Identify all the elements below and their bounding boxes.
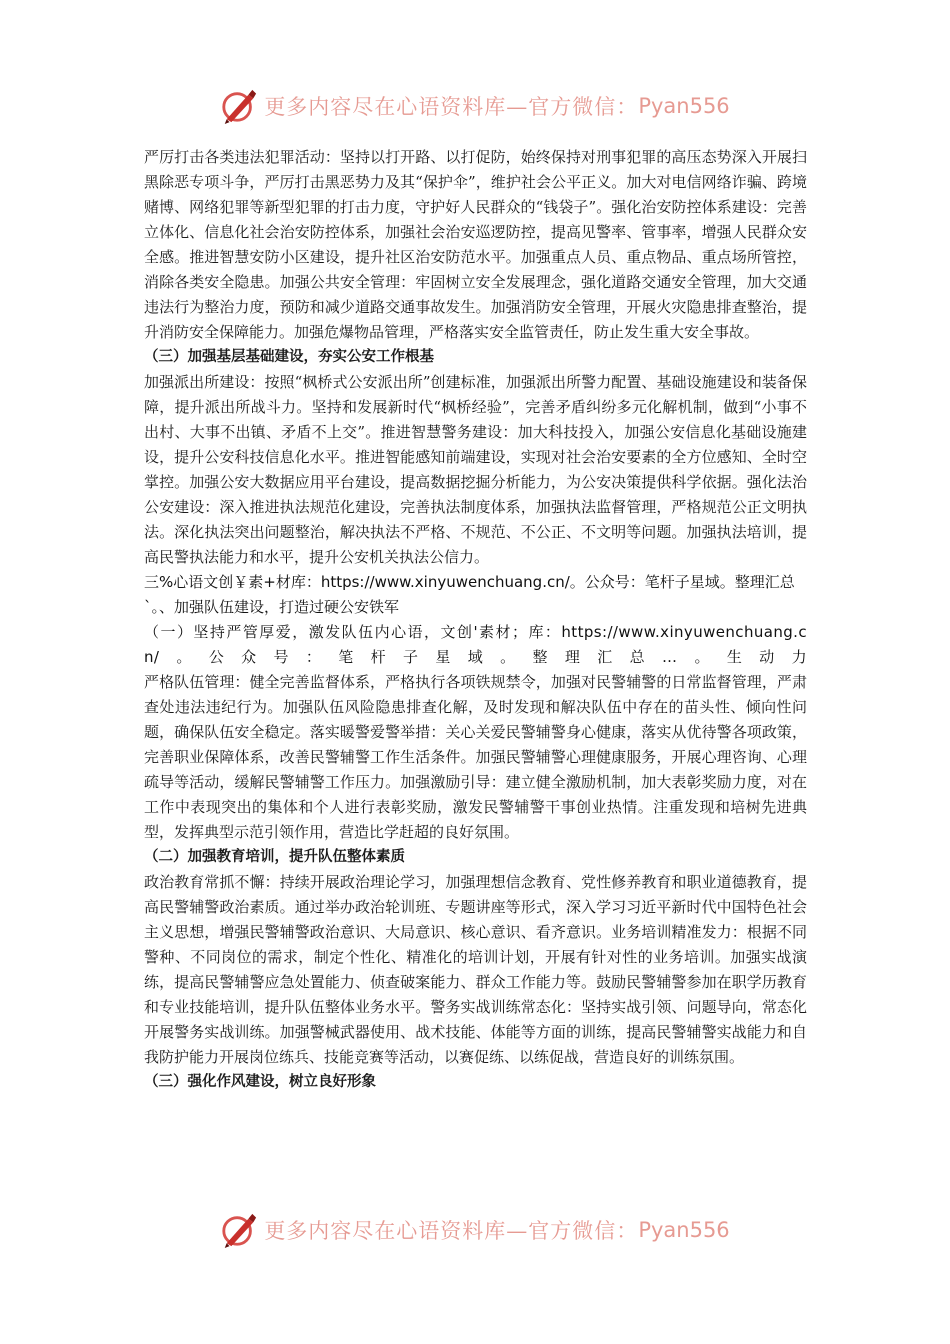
- banner-wechat-id: Pyan556: [638, 94, 730, 118]
- banner-text: 更多内容尽在心语资料库—官方微信：: [264, 95, 639, 119]
- paragraph: 严格队伍管理：健全完善监督体系，严格执行各项铁规禁令，加强对民警辅警的日常监督管理，严肃查处违法违纪行为。加强队伍风险隐患排查化解，及时发现和解决队伍中存在的苗头性、倾向性问题，确保队伍安全稳定。落实暖警爱警举措：关心关爱民警辅警身心健康，落实从优待警各项政策，完善职业保障体系，改善民警辅警工作生活条件。加强民警辅警心理健康服务，开展心理咨询、心理疏导等活动，缓解民警辅警工作压力。加强激励引导：建立健全激励机制，加大表彰奖励力度，对在工作中表现突出的集体和个人进行表彰奖励，激发民警辅警干事创业热情。注重发现和培树先进典型，发挥典型示范引领作用，营造比学赶超的良好氛围。: [144, 673, 807, 841]
- footer-banner: [0, 1208, 950, 1252]
- pen-logo-icon: [220, 87, 258, 125]
- pen-logo-icon: [220, 1211, 258, 1249]
- section-heading: （三）强化作风建设，树立良好形象: [144, 1074, 376, 1090]
- banner-text: 更多内容尽在心语资料库—官方微信：: [264, 1219, 639, 1243]
- banner-wechat-id: Pyan556: [638, 1218, 730, 1242]
- section-heading: （二）加强教育培训，提升队伍整体素质: [144, 849, 405, 865]
- watermark-subheading-line: （一）坚持严管厚爱，激发队伍内心语，文创'素材；库：https://www.xinyuwenchuang.cn/。公众号：笔杆子星域。整理汇总…。生动力: [144, 623, 807, 666]
- section-heading: （三）加强基层基础建设，夯实公安工作根基: [144, 349, 434, 365]
- paragraph: 加强派出所建设：按照“枫桥式公安派出所”创建标准，加强派出所警力配置、基础设施建设和装备保障，提升派出所战斗力。坚持和发展新时代“枫桥经验”，完善矛盾纠纷多元化解机制，做到“小事不出村、大事不出镇、矛盾不上交”。推进智慧警务建设：加大科技投入，加强公安信息化基础设施建设，提升公安科技信息化水平。推进智能感知前端建设，实现对社会治安要素的全方位感知、全时空掌控。加强公安大数据应用平台建设，提高数据挖掘分析能力，为公安决策提供科学依据。强化法治公安建设：深入推进执法规范化建设，完善执法制度体系，加强执法监督管理，严格规范公正文明执法。深化执法突出问题整治，解决执法不严格、不规范、不公正、不文明等问题。加强执法培训，提高民警执法能力和水平，提升公安机关执法公信力。: [144, 373, 807, 566]
- document-body: [144, 145, 807, 1095]
- paragraph: 严厉打击各类违法犯罪活动：坚持以打开路、以打促防，始终保持对刑事犯罪的高压态势深入开展扫黑除恶专项斗争，严厉打击黑恶势力及其“保护伞”，维护社会公平正义。加大对电信网络诈骗、跨境赌博、网络犯罪等新型犯罪的打击力度，守护好人民群众的“钱袋子”。强化治安防控体系建设：完善立体化、信息化社会治安防控体系，加强社会治安巡逻防控，提高见警率、管事率，增强人民群众安全感。推进智慧安防小区建设，提升社区治安防范水平。加强重点人员、重点物品、重点场所管控，消除各类安全隐患。加强公共安全管理：牢固树立安全发展理念，强化道路交通安全管理，加大交通违法行为整治力度，预防和减少道路交通事故发生。加强消防安全管理，开展火灾隐患排查整治，提升消防安全保障能力。加强危爆物品管理，严格落实安全监管责任，防止发生重大安全事故。: [144, 148, 807, 341]
- header-banner: [0, 84, 950, 128]
- paragraph: 政治教育常抓不懈：持续开展政治理论学习，加强理想信念教育、党性修养教育和职业道德教育，提高民警辅警政治素质。通过举办政治轮训班、专题讲座等形式，深入学习习近平新时代中国特色社会主义思想，增强民警辅警政治意识、大局意识、核心意识、看齐意识。业务培训精准发力：根据不同警种、不同岗位的需求，制定个性化、精准化的培训计划，开展有针对性的业务培训。加强实战演练，提高民警辅警应急处置能力、侦查破案能力、群众工作能力等。鼓励民警辅警参加在职学历教育和专业技能培训，提升队伍整体业务水平。警务实战训练常态化：坚持实战引领、问题导向，常态化开展警务实战训练。加强警械武器使用、战术技能、体能等方面的训练，提高民警辅警实战能力和自我防护能力开展岗位练兵、技能竞赛等活动，以赛促练、以练促战，营造良好的训练氛围。: [144, 873, 807, 1066]
- watermark-heading-line: 三%心语文创￥素+材库：https://www.xinyuwenchuang.cn/。公众号：笔杆子星域。整理汇总`。、加强队伍建设，打造过硬公安铁军: [144, 573, 795, 616]
